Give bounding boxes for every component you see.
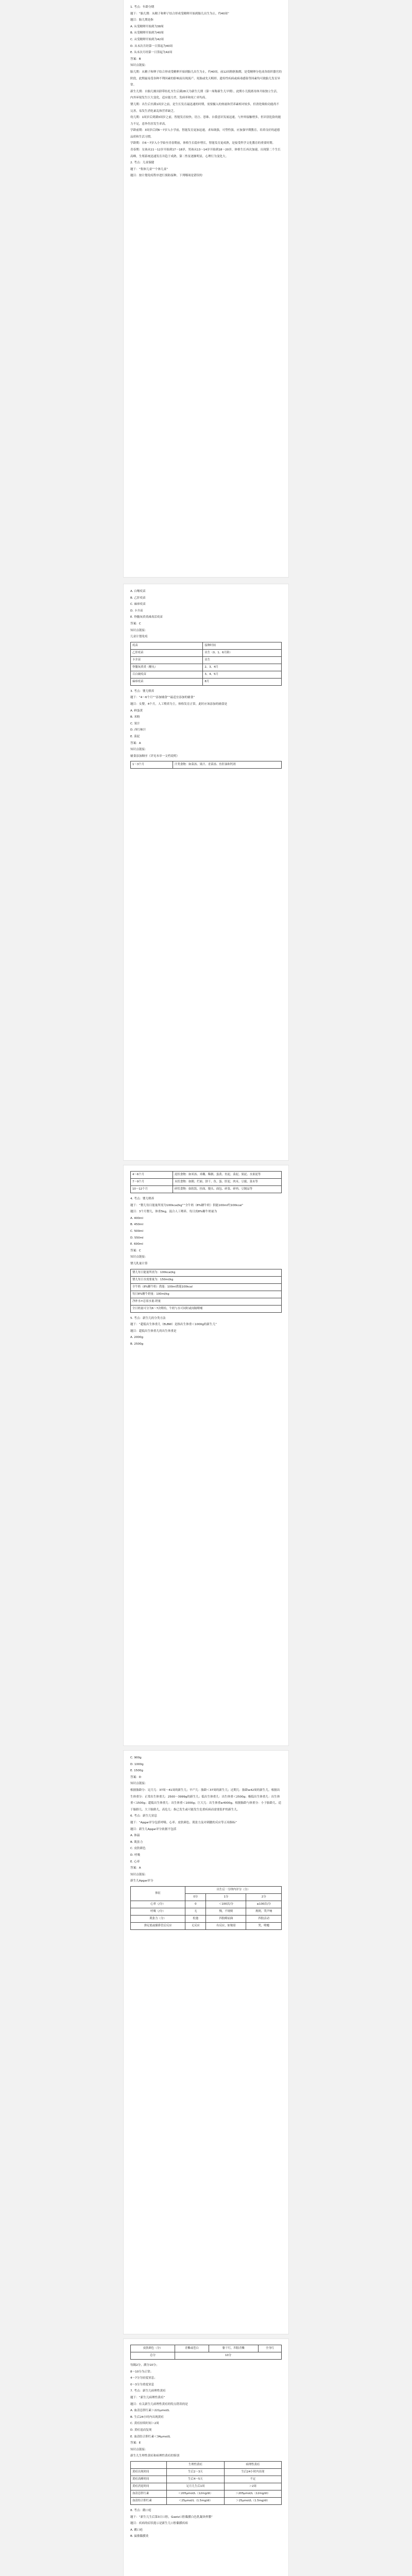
question-stem: 题干：“新生儿病理性黄疸” (130, 2396, 165, 2399)
table-cell: 婴儿每日能量所需为：100kcal/kg (131, 1269, 282, 1276)
table-cell: 无 (185, 1908, 206, 1915)
option-e: E. 从末次月经第一日算起为42周 (130, 51, 173, 55)
table-row (131, 2483, 282, 2490)
table-header-cell: 接种时间 (203, 642, 282, 649)
table-row (131, 1283, 282, 1291)
document-page-5 (124, 2339, 288, 2576)
option-d: D. 卡介苗 (130, 609, 143, 613)
question-heading: 1. 考点：年龄分期 (130, 6, 154, 9)
option-b: B. 米粉 (130, 716, 140, 719)
answer: 答案：A (130, 1867, 141, 1870)
table-cell: 青紫或苍白 (175, 2345, 209, 2352)
option-d: D. 从末次月经第一日算起为40周 (130, 44, 173, 48)
answer: 答案：C (130, 622, 141, 625)
table-cell: 1～3个月 (131, 761, 173, 769)
table-cell: 生后2～3天 (167, 2468, 224, 2476)
option-b: B. 乙肝疫苗 (130, 596, 146, 600)
table-header-row (131, 2461, 282, 2468)
question-heading: 5. 考点：新生儿的分类方法 (130, 1316, 166, 1320)
table-cell: ≥100次/分 (246, 1901, 282, 1908)
question-prompt: 题目：疾病的症状提示是新生儿口腔黏膜疾病 (130, 2522, 188, 2526)
knowledge-heading: 知识点链接： (130, 1256, 148, 1259)
table-cell: 全日奶量可分为6～7次喂给，牛奶与水可同时或间隔喂哺 (131, 1305, 282, 1312)
table-cell: 净补水=总需水量-奶量 (131, 1298, 282, 1305)
knowledge-heading: 知识点链接： (130, 64, 148, 67)
option-a: A. 2000g (130, 1336, 144, 1340)
table-cell: 每日8%糖牛奶量：100ml/kg (131, 1291, 282, 1298)
question-prompt: 题目：女婴，4个月，人工喂养为主，体格发育正常，此时应该添加的辅食是 (130, 702, 228, 706)
paragraph: 青春期：女孩从11～12岁开始到17～18岁，男孩从13～14岁开始到18～20岁，体格生长再次加速，出现第二个生长高峰，生殖系统迅速发育并趋于成熟，第二性征逐渐明显，心理行为变化大。 (130, 148, 281, 158)
table-cell: 10分 (175, 2352, 282, 2360)
table-cell: 呼吸（/分） (131, 1908, 185, 1915)
option-a: A. 血清总胆红素＞221μmol/L (130, 2409, 170, 2413)
paragraph: 根据胎龄分：足月儿：37周～41周的新生儿；早产儿：胎龄＜37周的新生儿；过期儿：胎龄≥42周的新生儿。根据出生体重分：正常出生体重儿：2500～3999g的新生儿；低出生体重儿：出生体重＜2500g；极低出生体重儿：出生体重＜1500g；超低出生体重儿：出生体重＜1000g；巨大儿：出生体重≥4000g。根据胎龄与体重分：小于胎龄儿、适于胎龄儿、大于胎龄儿，高危儿：指已发生或可能发生危重疾病而需要监护的新生儿。 (130, 1788, 281, 1811)
document-page-2 (124, 584, 288, 1160)
knowledge-heading: 知识点链接： (130, 748, 148, 752)
question-prompt: 题目：新生儿Apgar评分依据不包括 (130, 1827, 177, 1831)
question-prompt: 题目：按计划免疫程序进行预防接种，下列哪项是错误的 (130, 174, 202, 178)
table-cell: 8月 (203, 678, 282, 685)
question-stem: 题干：“超低出生体重儿（ELBW）是指出生体重＜1000g的新生儿” (130, 1323, 217, 1327)
table-row (131, 2497, 282, 2504)
question-stem: 题干：“4～6个月”“添加辅食”“最适宜添加的辅食” (130, 696, 195, 700)
table-caption: 辅食添加顺序（详见本章一文档说明） (130, 754, 180, 758)
option-b: B. 2500g (130, 1342, 144, 1346)
answer: 答案：A (130, 741, 141, 745)
table-header-cell: 体征 (131, 1886, 185, 1901)
table-cell: 末状食物：如粥、烂面、饼干、鱼、蛋、肝泥、肉末、豆腐、菜末等 (173, 1179, 282, 1186)
option-a: A. 体温 (130, 1834, 140, 1838)
option-b: B. 肌张力 (130, 1840, 143, 1844)
table-cell: 肌张力（分） (131, 1915, 185, 1922)
table-cell: 心率（/分） (131, 1901, 185, 1908)
table-caption: 新生儿生理性黄疸和病理性黄疸的鉴别 (130, 2454, 180, 2458)
question-stem: 题干：“婴儿每日能量所需为100kcal/kg”“全牛奶（8%糖牛奶）供能100ml约100kcal” (130, 1204, 244, 1207)
table-row (131, 1276, 282, 1283)
question-heading: 7. 考点：新生儿病理性黄疸 (130, 2389, 166, 2393)
table-row (131, 1291, 282, 1298)
question-heading: 2. 考点：儿童保健 (130, 161, 154, 165)
table-header-cell: 出生后一分钟内评分（分） (185, 1886, 282, 1893)
table-cell: 汁类食物：如菜汤、果汁、青菜汤、鱼肝油和钙剂 (173, 761, 282, 769)
table-header-cell: 疫苗 (131, 642, 203, 649)
table-cell: 乙肝疫苗 (131, 649, 203, 656)
knowledge-heading: 知识点链接： (130, 2448, 148, 2451)
option-d: D. 黄疸退而复现 (130, 2428, 152, 2432)
milk-calculation-table (130, 1269, 282, 1313)
table-row (131, 1179, 282, 1186)
table-cell: 泥状食物：如米汤、米糊、稀粥、蛋黄、鱼泥、菜泥、果泥、水果泥等 (173, 1172, 282, 1179)
paragraph: 幼儿期：1周岁后到满3周岁之前，智能发育较快，语言、思维、自我意识发展迅速，与外界接触增多，但识别危险的能力不足，意外伤害发生率高。 (130, 116, 281, 126)
question-stem: 题干：“新生儿生后第3日口腔，Gaetz口腔黏膜白色乳凝块样膜” (130, 2515, 213, 2519)
table-caption: 婴儿乳量计算 (130, 1262, 148, 1265)
table-cell: 生后4～5天 (167, 2476, 224, 2483)
option-a: A. 鹅口疮 (130, 2528, 143, 2532)
option-c: C. 麻疹疫苗 (130, 603, 146, 606)
option-a: A. 从受精卵开始到为38周 (130, 25, 164, 28)
option-e: E. 菜泥 (130, 735, 140, 738)
table-cell: ＜25μmol/L（1.5mg/dl） (167, 2497, 224, 2504)
table-row (131, 1922, 282, 1929)
document-page-1 (124, 0, 288, 577)
table-row (131, 649, 282, 656)
table-cell: 有反应，如皱眉 (206, 1922, 246, 1929)
table-cell: ＜205μmol/L（12mg/dl） (167, 2490, 224, 2497)
option-e: E. 血清结合胆红素＜34μmol/L (130, 2435, 170, 2438)
table-cell: 哭，喷嚏 (246, 1922, 282, 1929)
option-e: E. 600ml (130, 1243, 143, 1246)
table-cell: ＞205μmol/L（12mg/dl） (224, 2490, 281, 2497)
table-row (131, 671, 282, 678)
option-e: E. 脊髓灰质炎减毒活疫苗 (130, 616, 163, 619)
table-row (131, 1172, 282, 1179)
table-cell: 血清结合胆红素 (131, 2497, 167, 2504)
table-cell: 碎状食物：如软饭、挂面、馒头、面包、碎菜、碎肉、豆制品等 (173, 1186, 282, 1193)
knowledge-heading: 知识点链接： (130, 1873, 148, 1876)
paragraph: 每隔2分，满分10分； (130, 2364, 159, 2367)
document-page-3 (124, 1165, 288, 1745)
table-header-cell: 2分 (246, 1893, 282, 1901)
apgar-score-table-continued (130, 2345, 282, 2360)
table-row (131, 2468, 282, 2476)
table-cell: 松弛 (185, 1915, 206, 1922)
option-b: B. 450ml (130, 1223, 144, 1227)
table-header-cell (131, 2461, 167, 2468)
vaccine-schedule-table (130, 642, 282, 686)
table-cell: 皮肤颜色（分） (131, 2345, 175, 2352)
table-cell: 黄疸消退时间 (131, 2483, 167, 2490)
table-cell: 规则，哭声响 (246, 1908, 282, 1915)
table-row (131, 1269, 282, 1276)
table-row (131, 1901, 282, 1908)
question-prompt: 题目：胎儿期是指 (130, 19, 153, 22)
table-row (131, 1908, 282, 1915)
option-c: C. 皮肤颜色 (130, 1847, 146, 1851)
option-d: D. 呼吸 (130, 1853, 141, 1857)
option-b: B. 生后24小时内出现黄疸 (130, 2415, 164, 2419)
table-caption: 儿童计划免疫 (130, 635, 148, 639)
option-a: A. 白喉疫苗 (130, 590, 146, 593)
table-cell: 黄疸出现时间 (131, 2468, 167, 2476)
table-cell: 脊髓灰质炎（糖丸） (131, 664, 203, 671)
paragraph: 新生儿期：自胎儿娩出脐带结扎至生后满28天为新生儿期（第一周称新生儿早期），此期小儿脱离母体开始独立生活，内外环境发生巨大变化，适应能力差，发病率和死亡率均高。 (130, 90, 280, 100)
option-a: A. 鲜蛋黄 (130, 709, 143, 713)
paragraph: 0～3分为重度窒息 (130, 2383, 154, 2386)
option-d: D. 西红柿汁 (130, 728, 146, 732)
option-e: E. 心率 (130, 1860, 140, 1863)
table-cell: 出生（0、1、6月龄） (203, 649, 282, 656)
question-prompt: 题目：超低出生体重儿的出生体重是 (130, 1329, 177, 1333)
question-heading: 8. 考点：鹅口疮 (130, 2509, 151, 2512)
table-cell: 出生 (203, 656, 282, 664)
option-d: D. 1000g (130, 1762, 144, 1766)
table-header-row (131, 1886, 282, 1893)
option-b: B. 从受精卵开始到为40周 (130, 31, 164, 35)
table-row (131, 2352, 282, 2360)
table-header-cell: 病理性黄疸 (224, 2461, 281, 2468)
table-cell: 全身红 (259, 2345, 282, 2352)
question-prompt: 题目：3个月婴儿，体重5kg，混合人工喂养，每日需8%糖牛奶量为 (130, 1210, 217, 1214)
feeding-table-part-2 (130, 1171, 282, 1193)
question-heading: 6. 考点：新生儿窒息 (130, 1815, 157, 1818)
table-header-cell: 生理性黄疸 (167, 2461, 224, 2468)
answer: 答案：B (130, 57, 141, 61)
table-cell: 四肢略屈曲 (206, 1915, 246, 1922)
table-header-row (131, 642, 282, 649)
table-header-cell: 0分 (185, 1893, 206, 1901)
question-heading: 3. 考点：婴儿喂养 (130, 689, 154, 693)
feeding-table-part-1 (130, 761, 282, 769)
table-cell: 弹足底或插鼻管后反应 (131, 1922, 185, 1929)
table-cell: 不定 (224, 2476, 281, 2483)
table-cell: 2、3、4月 (203, 664, 282, 671)
table-caption: 新生儿Apgar评分 (130, 1879, 153, 1883)
table-cell: ＞2周 (224, 2483, 281, 2490)
question-stem: 题干：“集体儿童”“个体儿童” (130, 167, 168, 171)
paragraph: 婴儿期：出生后至满1周岁之前，是生长发育最迅速的时期，需要摄入的热量和营养素相对较多，但消化吸收功能尚不完善，易发生消化紊乱和营养缺乏。 (130, 103, 279, 113)
table-cell: 足月儿生后1周 (167, 2483, 224, 2490)
question-stem: 题干：“胎儿期：从精子和卵子结合形成受精卵开始到胎儿出生为止，约40周” (130, 12, 229, 15)
table-cell: 3、4、5月 (203, 671, 282, 678)
table-cell: 4～6个月 (131, 1172, 173, 1179)
knowledge-heading: 知识点链接： (130, 1782, 148, 1786)
option-c: C. 果汁 (130, 722, 140, 725)
paragraph: 学龄期：自6～7岁入小学始至青春期前，体格生长稳步增长，智能发育更成熟，是接受科学文化教育的重要时期。 (130, 142, 276, 145)
jaundice-comparison-table (130, 2461, 282, 2505)
table-header-cell: 1分 (206, 1893, 246, 1901)
table-cell: 卡介苗 (131, 656, 203, 664)
table-row (131, 1915, 282, 1922)
table-cell: 血清总胆红素 (131, 2490, 167, 2497)
table-row (131, 1186, 282, 1193)
table-row (131, 2490, 282, 2497)
table-cell: 四肢活动 (246, 1915, 282, 1922)
document-page-4 (124, 1751, 288, 2334)
table-cell: 10～12个月 (131, 1186, 173, 1193)
option-c: C. 500ml (130, 1229, 144, 1233)
table-row (131, 1298, 282, 1305)
table-cell: 百白破疫苗 (131, 671, 203, 678)
table-cell: 婴儿每日水需要量为：150ml/kg (131, 1276, 282, 1283)
paragraph: 8～10分为正常； (130, 2370, 153, 2374)
apgar-score-table (130, 1886, 282, 1930)
paragraph: 胎儿期：从精子和卵子结合形成受精卵开始到胎儿出生为止，约40周。前12周称胚胎期，是受精卵分化成各组织器官的阶段，此期最易受各种不利因素的影响而出现流产、死胎或先天畸形，遗传性疾病或病毒感染等因素均可致胎儿发育异常。 (130, 70, 282, 87)
table-cell: 全牛奶（8%糖牛奶）供能：100ml供能100kcal (131, 1283, 282, 1291)
table-row (131, 1305, 282, 1312)
question-heading: 4. 考点：婴儿喂养 (130, 1197, 154, 1200)
option-e: E. 1500g (130, 1769, 143, 1773)
table-row (131, 761, 282, 769)
answer: 答案：C (130, 1249, 141, 1252)
option-c: C. 从受精卵开始到为42周 (130, 38, 164, 41)
table-row (131, 2476, 282, 2483)
table-cell: 生后24小时内出现 (224, 2468, 281, 2476)
option-c: C. 黄疸持续时间＞2周 (130, 2422, 159, 2426)
table-row (131, 678, 282, 685)
table-cell: 黄疸高峰时间 (131, 2476, 167, 2483)
option-d: D. 550ml (130, 1236, 144, 1240)
table-row (131, 656, 282, 664)
table-cell: 0 (185, 1901, 206, 1908)
table-cell: 躯干红，四肢青紫 (209, 2345, 259, 2352)
table-row (131, 2345, 282, 2352)
paragraph: 学龄前期：3周岁后到6～7岁入小学前，智能发育更加迅速，求知欲强，可塑性强，应加强早期教育，培养良好的道德品质和生活习惯。 (130, 129, 280, 139)
answer: 答案：E (130, 2442, 141, 2445)
option-a: A. 400ml (130, 1216, 143, 1220)
knowledge-heading: 知识点链接： (130, 629, 148, 632)
table-cell: ＜100次/分 (206, 1901, 246, 1908)
table-cell: 麻疹疫苗 (131, 678, 203, 685)
table-cell: 总分 (131, 2352, 175, 2360)
option-c: C. 900g (130, 1756, 142, 1759)
table-cell: ＞25μmol/L（1.5mg/dl） (224, 2497, 281, 2504)
question-prompt: 题目：有关新生儿病理性黄疸的特点错误的是 (130, 2402, 188, 2406)
option-b: B. 鼠敏黏膜炎 (130, 2535, 149, 2538)
paragraph: 4～7分为轻度窒息； (130, 2377, 157, 2380)
table-row (131, 664, 282, 671)
answer: 答案：D (130, 1775, 142, 1779)
table-cell: 无反应 (185, 1922, 206, 1929)
table-cell: 慢，不规则 (206, 1908, 246, 1915)
table-cell: 7～9个月 (131, 1179, 173, 1186)
question-stem: 题干：“Apgar评分包括呼吸、心率、皮肤颜色、肌张力及对刺激的反应等五项指标” (130, 1821, 237, 1824)
